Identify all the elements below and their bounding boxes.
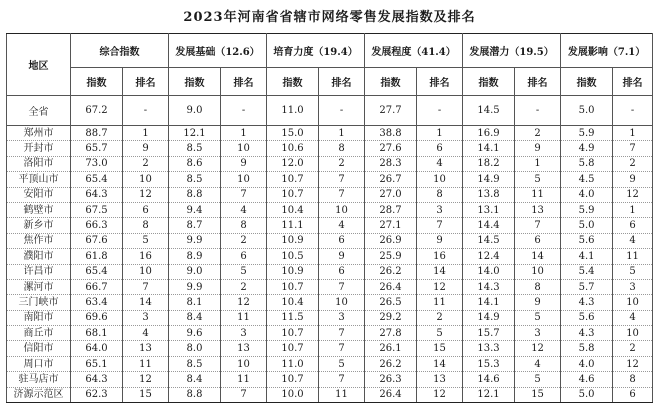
total-row <box>7 96 653 126</box>
table-row <box>7 295 653 310</box>
value-cell: 1 <box>613 202 653 217</box>
value-cell: 5.6 <box>561 310 613 325</box>
value-cell: 3 <box>515 326 561 341</box>
value-cell: 10.7 <box>267 341 319 356</box>
value-cell: 14 <box>417 356 463 371</box>
value-cell: 5 <box>319 356 365 371</box>
value-cell: 8 <box>319 141 365 156</box>
value-cell: 6 <box>221 249 267 264</box>
value-cell: 12 <box>221 295 267 310</box>
value-cell: - <box>613 96 653 126</box>
rank-header: 排名 <box>613 68 653 96</box>
value-cell: 67.5 <box>71 202 123 217</box>
value-cell: 4 <box>319 218 365 233</box>
value-cell: 2 <box>221 279 267 294</box>
value-cell: 15 <box>417 341 463 356</box>
value-cell: 9 <box>221 156 267 171</box>
value-cell: 1 <box>515 156 561 171</box>
value-cell: - <box>515 96 561 126</box>
value-cell: 13 <box>515 202 561 217</box>
region-cell: 许昌市 <box>7 264 71 279</box>
value-cell: 2 <box>417 310 463 325</box>
value-cell: 27.0 <box>365 187 417 202</box>
value-cell: 2 <box>221 233 267 248</box>
value-cell: 13 <box>221 341 267 356</box>
value-cell: 11.0 <box>267 96 319 126</box>
value-cell: 12 <box>515 341 561 356</box>
value-cell: 5 <box>515 172 561 187</box>
value-cell: 3 <box>123 310 169 325</box>
value-cell: 2 <box>515 126 561 141</box>
value-cell: 7 <box>123 279 169 294</box>
value-cell: 8 <box>123 218 169 233</box>
value-cell: 1 <box>319 126 365 141</box>
value-cell: 5.0 <box>561 387 613 402</box>
value-cell: 8.5 <box>169 356 221 371</box>
value-cell: 5 <box>515 310 561 325</box>
group-header-foundation: 发展基础（12.6） <box>169 34 267 68</box>
value-cell: 11 <box>613 249 653 264</box>
region-cell: 商丘市 <box>7 326 71 341</box>
value-cell: 16 <box>417 249 463 264</box>
value-cell: 8.4 <box>169 310 221 325</box>
region-cell: 济源示范区 <box>7 387 71 402</box>
value-cell: 9 <box>515 141 561 156</box>
value-cell: 12 <box>123 372 169 387</box>
table-row <box>7 202 653 217</box>
value-cell: 3 <box>319 310 365 325</box>
value-cell: 3 <box>221 326 267 341</box>
value-cell: 1 <box>417 126 463 141</box>
index-table <box>6 33 653 403</box>
value-cell: 8.6 <box>169 156 221 171</box>
rank-header: 排名 <box>221 68 267 96</box>
value-cell: 4.6 <box>561 372 613 387</box>
value-cell: 26.4 <box>365 387 417 402</box>
table-row <box>7 372 653 387</box>
value-cell: 28.3 <box>365 156 417 171</box>
value-cell: 10.9 <box>267 264 319 279</box>
value-cell: 5.0 <box>561 218 613 233</box>
value-cell: 14.4 <box>463 218 515 233</box>
index-header: 指数 <box>169 68 221 96</box>
value-cell: 14.1 <box>463 141 515 156</box>
value-cell: 9.0 <box>169 264 221 279</box>
value-cell: 10 <box>123 172 169 187</box>
index-header: 指数 <box>463 68 515 96</box>
value-cell: 14.0 <box>463 264 515 279</box>
table-row <box>7 387 653 402</box>
index-header: 指数 <box>561 68 613 96</box>
document-title: 2023年河南省省辖市网络零售发展指数及排名 <box>183 10 476 25</box>
group-header-impact: 发展影响（7.1） <box>561 34 653 68</box>
value-cell: 1 <box>123 126 169 141</box>
value-cell: 7 <box>221 387 267 402</box>
value-cell: 7 <box>319 372 365 387</box>
value-cell: 26.5 <box>365 295 417 310</box>
value-cell: 2 <box>613 156 653 171</box>
value-cell: 13.1 <box>463 202 515 217</box>
value-cell: 9 <box>417 233 463 248</box>
value-cell: 6 <box>417 141 463 156</box>
value-cell: 29.2 <box>365 310 417 325</box>
value-cell: 26.4 <box>365 279 417 294</box>
value-cell: 9.9 <box>169 279 221 294</box>
value-cell: 8.0 <box>169 341 221 356</box>
value-cell: 6 <box>319 233 365 248</box>
region-cell: 三门峡市 <box>7 295 71 310</box>
value-cell: - <box>221 96 267 126</box>
value-cell: 13.8 <box>463 187 515 202</box>
value-cell: 8 <box>613 372 653 387</box>
value-cell: - <box>123 96 169 126</box>
value-cell: 10 <box>221 356 267 371</box>
value-cell: 64.3 <box>71 372 123 387</box>
group-header-composite: 综合指数 <box>71 34 169 68</box>
value-cell: 11 <box>417 295 463 310</box>
region-header: 地区 <box>7 34 71 96</box>
value-cell: 65.1 <box>71 356 123 371</box>
value-cell: 9 <box>123 141 169 156</box>
value-cell: 10.7 <box>267 172 319 187</box>
rank-header: 排名 <box>417 68 463 96</box>
value-cell: 14.1 <box>463 295 515 310</box>
value-cell: 7 <box>613 141 653 156</box>
table-row <box>7 249 653 264</box>
value-cell: 65.4 <box>71 264 123 279</box>
value-cell: 5.0 <box>561 96 613 126</box>
value-cell: 15.3 <box>463 356 515 371</box>
region-cell: 新乡市 <box>7 218 71 233</box>
value-cell: 88.7 <box>71 126 123 141</box>
value-cell: 9 <box>613 172 653 187</box>
value-cell: 10.7 <box>267 372 319 387</box>
region-cell: 周口市 <box>7 356 71 371</box>
value-cell: 25.9 <box>365 249 417 264</box>
value-cell: 11 <box>221 310 267 325</box>
region-cell: 信阳市 <box>7 341 71 356</box>
value-cell: 10 <box>515 264 561 279</box>
value-cell: 2 <box>319 156 365 171</box>
value-cell: 10.5 <box>267 249 319 264</box>
region-cell: 全省 <box>7 96 71 126</box>
value-cell: - <box>319 96 365 126</box>
value-cell: 4 <box>613 310 653 325</box>
value-cell: 5.8 <box>561 156 613 171</box>
value-cell: 14.9 <box>463 172 515 187</box>
index-header: 指数 <box>71 68 123 96</box>
value-cell: 12 <box>417 279 463 294</box>
value-cell: 6 <box>123 202 169 217</box>
value-cell: 10.9 <box>267 233 319 248</box>
value-cell: 9.9 <box>169 233 221 248</box>
value-cell: 64.0 <box>71 341 123 356</box>
value-cell: 11 <box>319 387 365 402</box>
region-cell: 开封市 <box>7 141 71 156</box>
value-cell: 15 <box>123 387 169 402</box>
value-cell: 7 <box>417 218 463 233</box>
value-cell: 7 <box>319 172 365 187</box>
value-cell: 13 <box>123 341 169 356</box>
table-row <box>7 310 653 325</box>
value-cell: 10.4 <box>267 295 319 310</box>
value-cell: 12 <box>613 187 653 202</box>
value-cell: 12 <box>417 387 463 402</box>
value-cell: 27.6 <box>365 141 417 156</box>
value-cell: 4.1 <box>561 249 613 264</box>
value-cell: 67.2 <box>71 96 123 126</box>
region-cell: 安阳市 <box>7 187 71 202</box>
value-cell: 11 <box>123 356 169 371</box>
table-row <box>7 264 653 279</box>
value-cell: 5 <box>515 372 561 387</box>
value-cell: 63.4 <box>71 295 123 310</box>
value-cell: 6 <box>319 264 365 279</box>
value-cell: 5.6 <box>561 233 613 248</box>
table-row <box>7 172 653 187</box>
value-cell: 4.0 <box>561 187 613 202</box>
value-cell: 10.7 <box>267 187 319 202</box>
index-header: 指数 <box>267 68 319 96</box>
value-cell: 14.9 <box>463 310 515 325</box>
value-cell: 8.1 <box>169 295 221 310</box>
value-cell: 5.9 <box>561 202 613 217</box>
value-cell: 12.4 <box>463 249 515 264</box>
value-cell: 26.2 <box>365 264 417 279</box>
value-cell: 14.5 <box>463 96 515 126</box>
value-cell: 12 <box>613 356 653 371</box>
region-cell: 漯河市 <box>7 279 71 294</box>
value-cell: 10 <box>613 326 653 341</box>
value-cell: 4 <box>417 156 463 171</box>
value-cell: 12.0 <box>267 156 319 171</box>
value-cell: 6 <box>613 218 653 233</box>
region-cell: 焦作市 <box>7 233 71 248</box>
value-cell: 7 <box>319 326 365 341</box>
value-cell: 8.9 <box>169 249 221 264</box>
value-cell: 8 <box>515 279 561 294</box>
value-cell: 66.3 <box>71 218 123 233</box>
value-cell: 10 <box>319 202 365 217</box>
value-cell: 9 <box>515 295 561 310</box>
value-cell: 7 <box>319 187 365 202</box>
value-cell: 14 <box>417 264 463 279</box>
value-cell: 11.1 <box>267 218 319 233</box>
value-cell: 26.3 <box>365 372 417 387</box>
header-row-subcolumns <box>7 68 653 96</box>
value-cell: 4 <box>613 233 653 248</box>
value-cell: 10 <box>417 172 463 187</box>
value-cell: 26.2 <box>365 356 417 371</box>
value-cell: 5.9 <box>561 126 613 141</box>
value-cell: 65.7 <box>71 141 123 156</box>
group-header-potential: 发展潜力（19.5） <box>463 34 561 68</box>
value-cell: 1 <box>221 126 267 141</box>
value-cell: 15 <box>515 387 561 402</box>
value-cell: 14.6 <box>463 372 515 387</box>
header-row-groups <box>7 34 653 68</box>
value-cell: 4 <box>123 326 169 341</box>
value-cell: 14.3 <box>463 279 515 294</box>
value-cell: 7 <box>319 341 365 356</box>
value-cell: 10 <box>319 295 365 310</box>
value-cell: 68.1 <box>71 326 123 341</box>
value-cell: 11.5 <box>267 310 319 325</box>
region-cell: 平顶山市 <box>7 172 71 187</box>
rank-header: 排名 <box>515 68 561 96</box>
value-cell: 1 <box>613 126 653 141</box>
value-cell: 4 <box>515 356 561 371</box>
region-cell: 濮阳市 <box>7 249 71 264</box>
value-cell: 10.4 <box>267 202 319 217</box>
table-row <box>7 218 653 233</box>
value-cell: 14 <box>123 295 169 310</box>
group-header-cultivation: 培育力度（19.4） <box>267 34 365 68</box>
value-cell: 10.7 <box>267 326 319 341</box>
table-row <box>7 279 653 294</box>
value-cell: 11 <box>515 187 561 202</box>
value-cell: 13 <box>417 372 463 387</box>
value-cell: 11 <box>221 372 267 387</box>
value-cell: 27.8 <box>365 326 417 341</box>
value-cell: 61.8 <box>71 249 123 264</box>
value-cell: 10.7 <box>267 279 319 294</box>
value-cell: 2 <box>123 156 169 171</box>
table-row <box>7 187 653 202</box>
value-cell: 7 <box>319 279 365 294</box>
value-cell: 9.0 <box>169 96 221 126</box>
region-cell: 驻马店市 <box>7 372 71 387</box>
value-cell: 11.0 <box>267 356 319 371</box>
value-cell: 5.4 <box>561 264 613 279</box>
value-cell: 26.9 <box>365 233 417 248</box>
value-cell: 16.9 <box>463 126 515 141</box>
value-cell: 8.5 <box>169 141 221 156</box>
value-cell: 8.7 <box>169 218 221 233</box>
value-cell: 10 <box>613 295 653 310</box>
value-cell: 5 <box>613 264 653 279</box>
table-row <box>7 156 653 171</box>
value-cell: - <box>417 96 463 126</box>
value-cell: 4.5 <box>561 172 613 187</box>
value-cell: 8.8 <box>169 387 221 402</box>
value-cell: 73.0 <box>71 156 123 171</box>
value-cell: 69.6 <box>71 310 123 325</box>
value-cell: 3 <box>613 279 653 294</box>
value-cell: 3 <box>417 202 463 217</box>
region-cell: 洛阳市 <box>7 156 71 171</box>
rank-header: 排名 <box>123 68 169 96</box>
value-cell: 4.0 <box>561 356 613 371</box>
value-cell: 26.1 <box>365 341 417 356</box>
value-cell: 12.1 <box>463 387 515 402</box>
value-cell: 7 <box>515 218 561 233</box>
table-row <box>7 341 653 356</box>
value-cell: 8.8 <box>169 187 221 202</box>
value-cell: 26.7 <box>365 172 417 187</box>
value-cell: 8 <box>417 187 463 202</box>
value-cell: 5.8 <box>561 341 613 356</box>
value-cell: 10.0 <box>267 387 319 402</box>
value-cell: 27.7 <box>365 96 417 126</box>
value-cell: 66.7 <box>71 279 123 294</box>
table-row <box>7 126 653 141</box>
table-row <box>7 141 653 156</box>
value-cell: 5 <box>221 264 267 279</box>
value-cell: 8 <box>221 218 267 233</box>
value-cell: 28.7 <box>365 202 417 217</box>
region-cell: 南阳市 <box>7 310 71 325</box>
value-cell: 8.4 <box>169 372 221 387</box>
value-cell: 4.9 <box>561 141 613 156</box>
value-cell: 2 <box>613 341 653 356</box>
value-cell: 8.5 <box>169 172 221 187</box>
value-cell: 10 <box>221 172 267 187</box>
value-cell: 13.3 <box>463 341 515 356</box>
value-cell: 38.8 <box>365 126 417 141</box>
table-row <box>7 326 653 341</box>
index-header: 指数 <box>365 68 417 96</box>
value-cell: 4.3 <box>561 326 613 341</box>
value-cell: 10 <box>123 264 169 279</box>
value-cell: 12 <box>123 187 169 202</box>
value-cell: 15.7 <box>463 326 515 341</box>
value-cell: 5.7 <box>561 279 613 294</box>
value-cell: 16 <box>123 249 169 264</box>
table-row <box>7 233 653 248</box>
value-cell: 64.3 <box>71 187 123 202</box>
region-cell: 郑州市 <box>7 126 71 141</box>
value-cell: 10.6 <box>267 141 319 156</box>
group-header-degree: 发展程度（41.4） <box>365 34 463 68</box>
value-cell: 9 <box>319 249 365 264</box>
value-cell: 5 <box>123 233 169 248</box>
region-cell: 鹤壁市 <box>7 202 71 217</box>
value-cell: 18.2 <box>463 156 515 171</box>
value-cell: 27.1 <box>365 218 417 233</box>
value-cell: 62.3 <box>71 387 123 402</box>
value-cell: 15.0 <box>267 126 319 141</box>
table-row <box>7 356 653 371</box>
value-cell: 6 <box>613 387 653 402</box>
value-cell: 6 <box>515 233 561 248</box>
value-cell: 67.6 <box>71 233 123 248</box>
value-cell: 9.6 <box>169 326 221 341</box>
value-cell: 65.4 <box>71 172 123 187</box>
value-cell: 7 <box>221 187 267 202</box>
value-cell: 9.4 <box>169 202 221 217</box>
rank-header: 排名 <box>319 68 365 96</box>
value-cell: 12.1 <box>169 126 221 141</box>
value-cell: 14.5 <box>463 233 515 248</box>
value-cell: 4.3 <box>561 295 613 310</box>
value-cell: 10 <box>221 141 267 156</box>
value-cell: 5 <box>417 326 463 341</box>
value-cell: 4 <box>221 202 267 217</box>
value-cell: 14 <box>515 249 561 264</box>
